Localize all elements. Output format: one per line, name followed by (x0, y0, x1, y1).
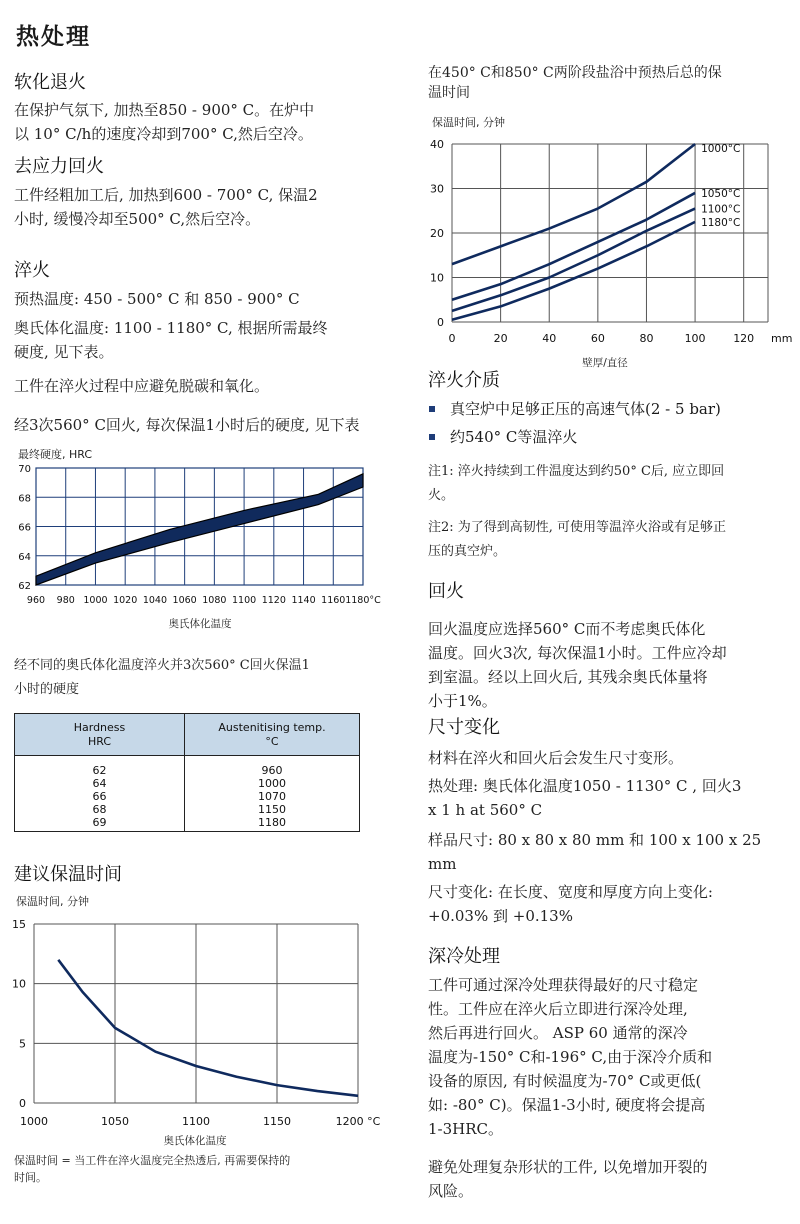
x-tick-label: 80 (639, 332, 654, 345)
series-line (452, 144, 695, 264)
y-tick-label: 40 (430, 138, 444, 151)
x-tick-label: 1020 (113, 595, 138, 606)
list-item: 约540° C等温淬火 (424, 423, 794, 451)
series-label: 1100°C (701, 203, 741, 216)
x-tick-label: 1100 (231, 595, 257, 606)
hardness-chart-ylabel: 最终硬度, HRC (18, 448, 93, 461)
y-tick-label: 20 (430, 227, 444, 240)
y-tick-label: 66 (18, 522, 31, 534)
x-tick-label: 1060 (172, 595, 197, 606)
dimensional-heat: 热处理: 奥氏体化温度1050 - 1130° C , 回火3 x 1 h at 560° C (428, 777, 742, 819)
holding-chart-ylabel: 保温时间, 分钟 (16, 895, 89, 908)
x-tick-label: 1040 (142, 595, 168, 606)
holding-chart-xlabel: 奥氏体化温度 (163, 1135, 227, 1147)
hardness-table (14, 713, 360, 832)
dimensional-sample: 样品尺寸: 80 x 80 x 80 mm 和 100 x 100 x 25 mm (428, 831, 762, 873)
subzero-avoid: 避免处理复杂形状的工件, 以免增加开裂的 风险。 (428, 1158, 708, 1200)
subzero-heading: 深冷处理 (428, 946, 500, 967)
hardness-column-header: Hardness HRC (15, 714, 185, 756)
subzero-text: 工件可通过深冷处理获得最好的尺寸稳定 性。工件应在淬火后立即进行深冷处理, 然后再进行回火。 ASP 60 通常的深冷 温度为-150° C和-196° C,由于深冷介质和 设备的原因, 有时候温度为-70° C或更低( 如: -80° C)。保温1-3小时, 硬度将会提高 1-3HRC。 (428, 976, 713, 1138)
total-time-chart-title: 在450° C和850° C两阶段盐浴中预热后总的保 温时间 (428, 65, 722, 101)
hardness-band (36, 474, 363, 585)
x-tick-label: 1180°C (345, 595, 381, 606)
y-tick-label: 0 (437, 316, 444, 329)
x-tick-label: 40 (542, 332, 557, 345)
x-tick-label: 1160 (321, 595, 346, 606)
series-label: 1050°C (701, 187, 741, 200)
x-tick-label: 980 (56, 595, 75, 606)
dimensional-intro: 材料在淬火和回火后会发生尺寸变形。 (428, 749, 684, 767)
y-tick-label: 62 (18, 581, 31, 592)
temp-values-cell: 960 1000 1070 1150 1180 (185, 756, 360, 832)
series-line (452, 222, 695, 320)
y-tick-label: 5 (19, 1037, 26, 1051)
holding-heading: 建议保温时间 (14, 864, 122, 885)
x-tick-label: 60 (590, 332, 605, 345)
page-title: 热处理 (16, 24, 91, 50)
x-tick-label: 100 (684, 332, 706, 345)
x-tick-label: 120 (733, 332, 755, 345)
y-tick-label: 70 (18, 464, 31, 475)
holding-chart (0, 888, 410, 1150)
y-tick-label: 10 (430, 271, 444, 285)
hardness-chart-xlabel: 奥氏体化温度 (168, 618, 232, 630)
hardness-values-cell: 62 64 66 68 69 (15, 756, 185, 832)
series-line (452, 209, 695, 311)
x-tick-label: 1080 (202, 595, 227, 606)
tempered-note: 经3次560° C回火, 每次保温1小时后的硬度, 见下表 (14, 416, 360, 434)
x-tick-label: 1120 (261, 595, 286, 606)
quench-media-heading: 淬火介质 (428, 370, 500, 391)
annealing-text: 在保护气氛下, 加热至850 - 900° C。在炉中 以 10° C/h的速度冷却到700° C,然后空冷。 (14, 101, 315, 143)
table-caption: 经不同的奥氏体化温度淬火并3次560° C回火保温1 小时的硬度 (14, 658, 310, 697)
x-tick-label: 1000 (20, 1115, 48, 1128)
stress-relief-heading: 去应力回火 (14, 156, 104, 177)
stress-relief-text: 工件经粗加工后, 加热到600 - 700° C, 保温2 小时, 缓慢冷却至500° C,然后空冷。 (14, 186, 318, 228)
y-tick-label: 10 (12, 977, 26, 991)
austenitising-text: 奥氏体化温度: 1100 - 1180° C, 根据所需最终 硬度, 见下表。 (14, 319, 328, 361)
note-1: 注1: 淬火持续到工件温度达到约50° C后, 应立即回 火。 (428, 464, 725, 503)
tempering-heading: 回火 (428, 581, 464, 602)
holding-time-curve (58, 960, 358, 1096)
list-item: 真空炉中足够正压的高速气体(2 - 5 bar) (424, 395, 794, 423)
y-tick-label: 30 (430, 182, 444, 196)
total-time-chart-xlabel: 壁厚/直径 (582, 357, 628, 369)
y-tick-label: 68 (18, 493, 31, 505)
x-tick-label: 1140 (291, 595, 316, 606)
x-tick-label: 20 (493, 332, 508, 345)
x-tick-label: 1150 (263, 1115, 291, 1128)
hardening-heading: 淬火 (14, 260, 50, 281)
x-tick-label: 1200 °C (335, 1115, 381, 1128)
total-time-chart-ylabel: 保温时间, 分钟 (432, 116, 505, 129)
x-tick-label: 960 (26, 595, 46, 606)
note-2: 注2: 为了得到高韧性, 可使用等温淬火浴或有足够正 压的真空炉。 (428, 520, 727, 559)
quench-media-list (424, 395, 794, 451)
holding-footnote: 保温时间 = 当工件在淬火温度完全热透后, 再需要保持的 时间。 (14, 1154, 291, 1184)
x-tick-label: mm (771, 332, 793, 345)
x-tick-label: 1050 (101, 1115, 129, 1128)
y-tick-label: 64 (18, 551, 31, 563)
dimensional-heading: 尺寸变化 (428, 717, 500, 738)
x-tick-label: 1100 (182, 1115, 210, 1128)
hardness-chart (0, 440, 410, 632)
y-tick-label: 15 (12, 918, 26, 931)
temp-column-header: Austenitising temp. °C (185, 714, 360, 756)
bullet-icon (429, 406, 435, 412)
annealing-heading: 软化退火 (14, 72, 86, 93)
protect-text: 工件在淬火过程中应避免脱碳和氧化。 (14, 377, 270, 395)
bullet-icon (429, 434, 435, 440)
x-tick-label: 1000 (83, 595, 108, 606)
x-tick-label: 0 (448, 332, 456, 345)
series-label: 1000°C (701, 143, 741, 155)
series-line (452, 193, 695, 300)
dimensional-change: 尺寸变化: 在长度、宽度和厚度方向上变化: +0.03% 到 +0.13% (428, 883, 713, 925)
y-tick-label: 0 (19, 1097, 26, 1110)
preheat-text: 预热温度: 450 - 500° C 和 850 - 900° C (14, 290, 300, 308)
series-label: 1180°C (701, 216, 741, 229)
tempering-text: 回火温度应选择560° C而不考虑奥氏体化 温度。回火3次, 每次保温1小时。工件应冷却 到室温。经以上回火后, 其残余奥氏体量将 小于1%。 (428, 620, 727, 710)
total-time-chart (420, 110, 800, 372)
